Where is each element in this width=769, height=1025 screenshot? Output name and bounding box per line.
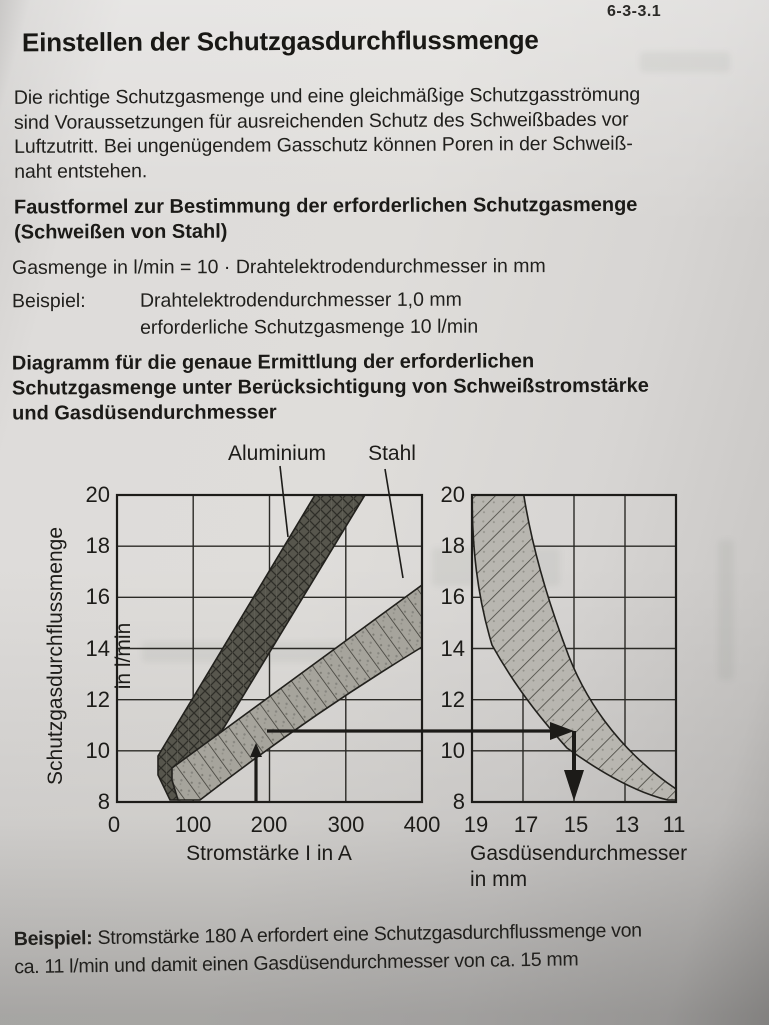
x-tick-label: 19 <box>463 812 489 837</box>
bottom-example-label: Beispiel: <box>13 927 93 951</box>
x-tick-label: 200 <box>250 812 288 837</box>
example-label: Beispiel: <box>11 289 86 313</box>
y-tick-label: 14 <box>440 636 465 661</box>
left-y-tick-labels <box>86 482 110 814</box>
left-x-tick-labels <box>108 812 440 837</box>
y-axis-label-line1: Schutzgasdurchflussmenge <box>44 527 67 785</box>
bleed-through-ghost <box>640 52 730 72</box>
y-tick-label: 14 <box>85 636 110 661</box>
stahl-leader-line <box>385 469 403 578</box>
x-tick-label: 11 <box>662 812 686 837</box>
rule-of-thumb-formula: Gasmenge in l/min = 10 · Drahtelektrodendurchmesser in mm <box>11 255 546 279</box>
bottom-example-text1: Stromstärke 180 A erfordert eine Schutzgasdurchflussmenge von <box>97 919 642 950</box>
x-tick-label: 15 <box>563 812 589 837</box>
middle-y-tick-labels <box>441 482 465 814</box>
gas-flow-diagram <box>18 438 758 908</box>
x-tick-label: 400 <box>403 812 441 837</box>
page-title: Einstellen der Schutzgasdurchflussmenge <box>21 24 539 58</box>
x-tick-label: 100 <box>174 812 212 837</box>
rule-of-thumb-example <box>12 286 712 342</box>
y-axis-label-line2: in l/min <box>112 622 135 690</box>
example-lines <box>140 286 712 342</box>
right-x-axis-label-line1: Gasdüsendurchmesser <box>470 842 688 865</box>
example-line: Drahtelektrodendurchmesser 1,0 mm <box>139 288 462 312</box>
diagram-heading <box>12 348 712 426</box>
y-tick-label: 18 <box>440 533 465 558</box>
x-tick-label: 0 <box>107 812 121 837</box>
y-tick-label: 12 <box>440 687 465 712</box>
y-tick-label: 20 <box>440 482 465 507</box>
series-label-aluminium: Aluminium <box>227 442 327 465</box>
heading-line: und Gasdüsendurchmesser <box>12 401 277 425</box>
x-tick-label: 13 <box>614 812 640 837</box>
example-arrow-right-11lmin <box>267 722 574 740</box>
left-x-axis-label: Stromstärke I in A <box>186 842 352 865</box>
intro-line: Luftzutritt. Bei ungenügendem Gasschutz können Poren in der Schweiß- <box>14 132 633 158</box>
series-label-stahl: Stahl <box>368 442 416 465</box>
aluminium-leader-line <box>280 466 288 537</box>
y-tick-label: 18 <box>85 533 110 558</box>
y-tick-label: 8 <box>97 789 110 814</box>
x-tick-label: 300 <box>327 812 365 837</box>
x-tick-label: 17 <box>513 812 539 837</box>
right-x-tick-labels <box>464 812 686 837</box>
intro-line: Die richtige Schutzgasmenge und eine gleichmäßige Schutzgasströmung <box>13 83 641 109</box>
intro-line: naht entstehen. <box>14 159 148 183</box>
heading-line: Faustformel zur Bestimmung der erforderlichen Schutzgasmenge <box>13 193 638 219</box>
page-number: 6-3-3.1 <box>607 3 662 20</box>
y-tick-label: 12 <box>85 687 110 712</box>
bottom-example <box>14 915 763 981</box>
y-tick-label: 20 <box>85 482 110 507</box>
bottom-example-line2: ca. 11 l/min und damit einen Gasdüsendurchmesser von ca. 15 mm <box>14 948 579 979</box>
heading-line: Diagramm für die genaue Ermittlung der erforderlichen <box>11 350 535 375</box>
right-x-axis-label-line2: in mm <box>470 868 528 891</box>
y-tick-label: 16 <box>440 584 465 609</box>
example-line: erforderliche Schutzgasmenge 10 l/min <box>140 315 479 339</box>
rule-of-thumb-heading <box>14 192 714 245</box>
y-tick-label: 8 <box>452 789 465 814</box>
y-tick-label: 10 <box>440 738 465 763</box>
heading-line: Schutzgasmenge unter Berücksichtigung von Schweißstromstärke <box>11 374 649 400</box>
intro-paragraph <box>14 82 725 184</box>
y-tick-label: 16 <box>85 584 110 609</box>
heading-line: (Schweißen von Stahl) <box>14 220 228 244</box>
intro-line: sind Voraussetzungen für ausreichenden Schutz des Schweißbades vor <box>13 108 629 134</box>
y-tick-label: 10 <box>85 738 110 763</box>
